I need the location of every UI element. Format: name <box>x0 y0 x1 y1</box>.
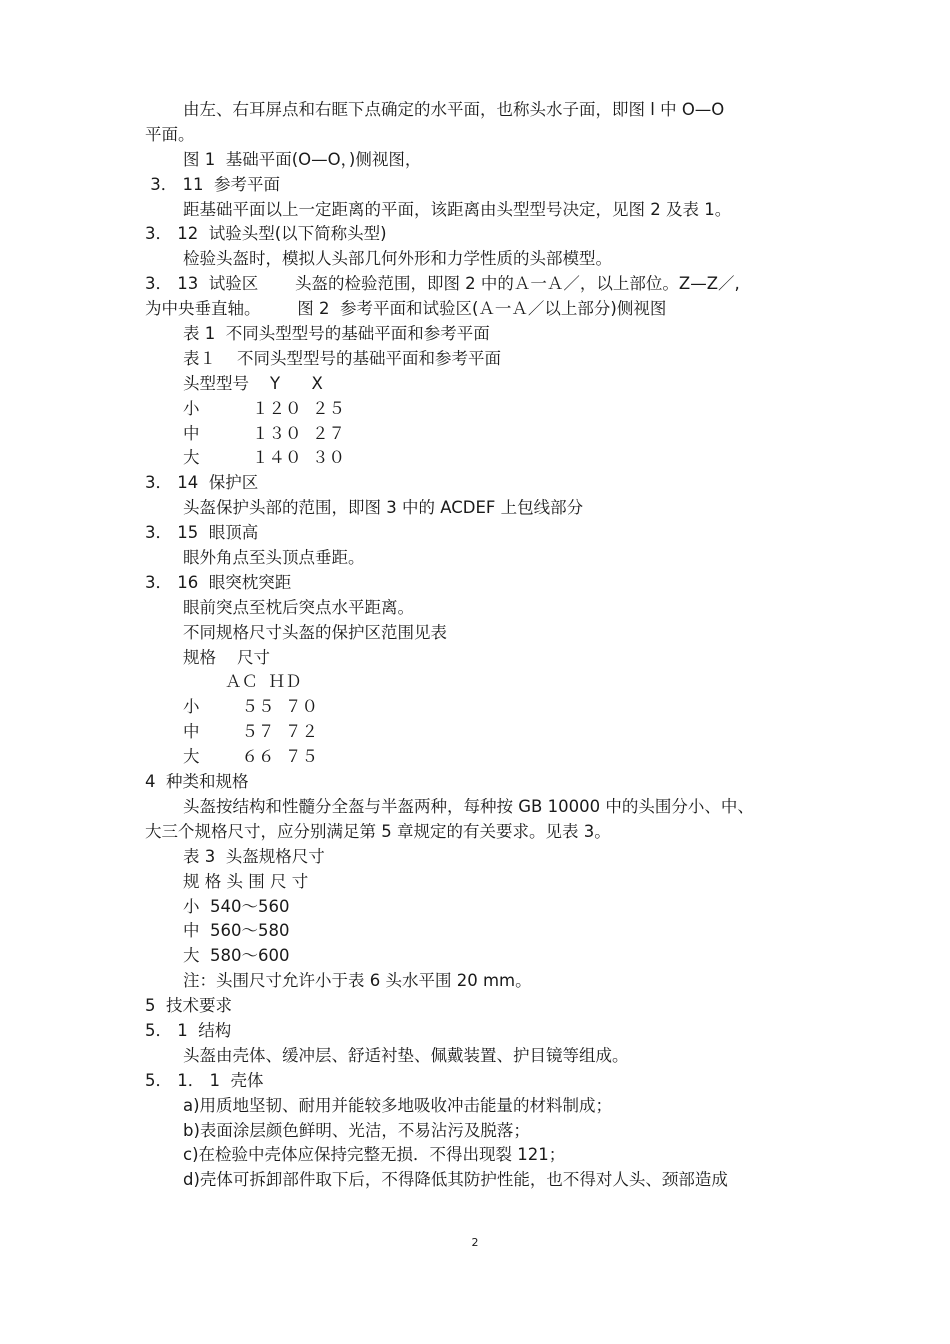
text-line: 大 １４０ ３０ <box>183 448 345 468</box>
text-line: 小 540～560 <box>183 896 290 916</box>
text-line: 距基础平面以上一定距离的平面，该距离由头型型号决定，见图 2 及表 1。 <box>183 199 732 219</box>
text-line: 检验头盔时，模拟人头部几何外形和力学性质的头部模型。 <box>183 249 612 269</box>
text-line: 大 ６６ ７５ <box>183 747 318 767</box>
text-line: 头盔保护头部的范围，即图 3 中的 ACDEF 上包线部分 <box>183 498 584 518</box>
text-line: 头盔由壳体、缓冲层、舒适衬垫、佩戴装置、护目镜等组成。 <box>183 1045 629 1065</box>
text-line: 3． 15 眼顶高 <box>145 523 259 543</box>
text-line: 中 ５７ ７２ <box>183 722 318 742</box>
text-line: 3． 12 试验头型(以下简称头型) <box>145 224 387 244</box>
text-line: 规格 尺寸 <box>183 647 270 667</box>
text-line: 4 种类和规格 <box>145 772 249 792</box>
text-line: 大 580～600 <box>183 946 290 966</box>
text-line: a)用质地坚韧、耐用并能较多地吸收冲击能量的材料制成； <box>183 1095 613 1115</box>
text-line: 5． 1 结构 <box>145 1020 232 1040</box>
text-line: 3． 13 试验区 头盔的检验范围，即图 2 中的Ａ一Ａ／，以上部位。Z—Z／, <box>145 274 740 294</box>
text-line: 5 技术要求 <box>145 996 232 1016</box>
text-line: 头盔按结构和性髓分全盔与半盔两种，每种按 GB 10000 中的头围分小、中、 <box>183 796 754 816</box>
text-line: c)在检验中壳体应保持完整无损．不得出现裂 121； <box>183 1145 566 1165</box>
page-number: 2 <box>471 1236 479 1249</box>
text-line: 注：头围尺寸允许小于表 6 头水平围 20 mm。 <box>183 971 532 991</box>
text-line: 3． 11 参考平面 <box>145 174 280 194</box>
text-line: 眼外角点至头顶点垂距。 <box>183 548 365 568</box>
text-line: 3． 16 眼突枕突距 <box>145 572 292 592</box>
text-line: 表 1 不同头型型号的基础平面和参考平面 <box>183 324 490 344</box>
text-line: 眼前突点至枕后突点水平距离。 <box>183 597 414 617</box>
text-line: 不同规格尺寸头盔的保护区范围见表 <box>183 622 447 642</box>
text-line: ＡＣ ＨＤ <box>183 672 302 692</box>
text-line: 头型型号 Y X <box>183 373 323 393</box>
text-line: 规 格 头 围 尺 寸 <box>183 871 309 891</box>
text-line: 5． 1． 1 壳体 <box>145 1070 264 1090</box>
document-body <box>145 98 825 1193</box>
text-line: 表 3 头盔规格尺寸 <box>183 846 325 866</box>
text-line: 小 １２０ ２５ <box>183 398 345 418</box>
text-line: 中 560～580 <box>183 921 290 941</box>
text-line: 为中央垂直轴。 图 2 参考平面和试验区(Ａ一Ａ／以上部分)侧视图 <box>145 299 667 319</box>
text-line: 表１ 不同头型型号的基础平面和参考平面 <box>183 348 501 368</box>
text-line: 平面。 <box>145 124 195 144</box>
text-line: 图 1 基础平面(O—O，)侧视图， <box>183 149 422 169</box>
text-line: 中 １３０ ２７ <box>183 423 345 443</box>
text-line: 大三个规格尺寸，应分别满足第 5 章规定的有关要求。见表 3。 <box>145 821 611 841</box>
text-line: 小 ５５ ７０ <box>183 697 318 717</box>
text-line: 由左、右耳屏点和右眶下点确定的水平面，也称头水子面，即图 l 中 O—O <box>183 100 725 119</box>
text-line: b)表面涂层颜色鲜明、光洁，不易沾污及脱落； <box>183 1120 530 1140</box>
text-line: d)壳体可拆卸部件取下后，不得降低其防护性能，也不得对人头、颈部造成 <box>183 1170 728 1190</box>
text-line: 3． 14 保护区 <box>145 473 259 493</box>
